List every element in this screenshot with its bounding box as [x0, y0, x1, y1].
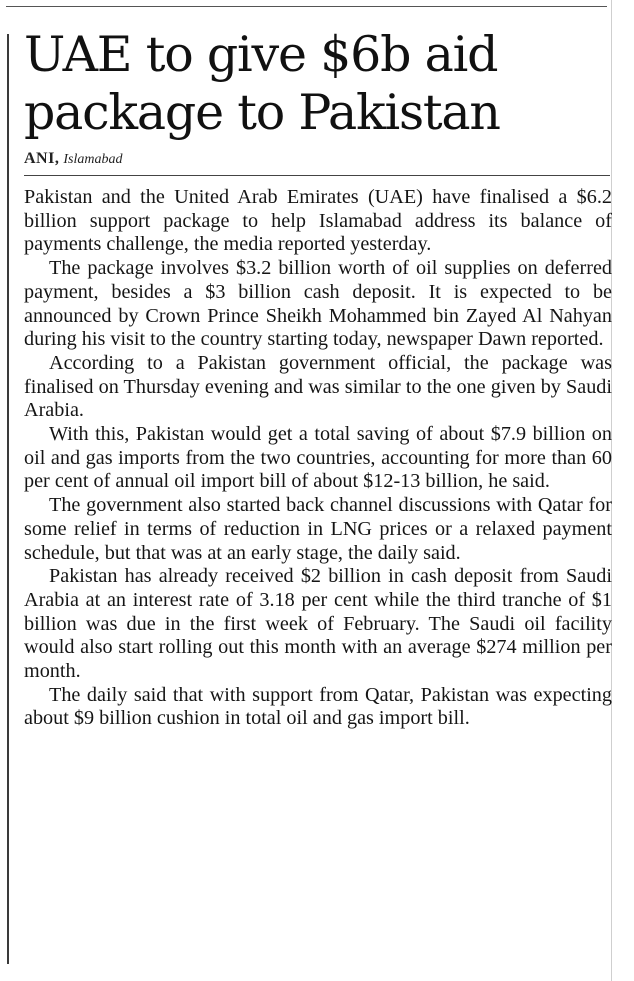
- byline: [24, 149, 612, 170]
- article-paragraph: With this, Pakistan would get a total saving of about $7.9 billion on oil and gas imports from the two countries, accounting for more than 60 per cent of annual oil import bill of about $12-13 billion, he said.: [24, 423, 612, 493]
- byline-divider: [24, 175, 610, 176]
- byline-agency: ANI,: [24, 150, 60, 167]
- headline: UAE to give $6b aid package to Pakistan: [24, 26, 500, 141]
- news-article: [24, 26, 612, 731]
- article-paragraph: The daily said that with support from Qatar, Pakistan was expecting about $9 billion cushion in total oil and gas import bill.: [24, 683, 612, 730]
- top-rule: [6, 6, 607, 7]
- article-paragraph: According to a Pakistan government official, the package was finalised on Thursday evening and was similar to the one given by Saudi Arabia.: [24, 351, 612, 422]
- byline-dateline: Islamabad: [63, 152, 123, 167]
- article-paragraph: The government also started back channel discussions with Qatar for some relief in terms of reduction in LNG prices or a relaxed payment schedule, but that was at an early stage, the daily said.: [24, 494, 612, 564]
- article-body: [24, 186, 612, 731]
- article-paragraph: Pakistan and the United Arab Emirates (UAE) have finalised a $6.2 billion support package to help Islamabad address its balance of payments challenge, the media reported yesterday.: [24, 186, 612, 256]
- article-paragraph: Pakistan has already received $2 billion in cash deposit from Saudi Arabia at an interest rate of 3.18 per cent while the third tranche of $1 billion was due in the first week of February. The Saudi oil facility would also start rolling out this month with an average $274 million per month.: [24, 565, 612, 683]
- column-rule-left: [7, 34, 9, 964]
- article-paragraph: The package involves $3.2 billion worth of oil supplies on deferred payment, besides a $3 billion cash deposit. It is expected to be announced by Crown Prince Sheikh Mohammed bin Zayed Al Nahyan during his visit to the country starting today, newspaper Dawn reported.: [24, 257, 612, 351]
